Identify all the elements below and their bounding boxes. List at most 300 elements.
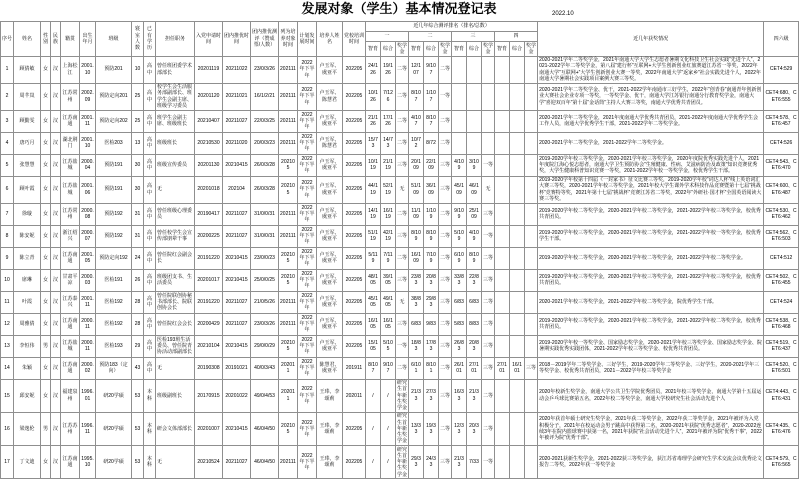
- cell-cultivator: 卢玉军、虞亚平: [317, 225, 343, 247]
- cell-score-10: [495, 203, 510, 225]
- table-row: [1, 313, 799, 335]
- cell-dangxiao: 202205: [343, 83, 366, 110]
- cell-gender: 女: [41, 379, 51, 412]
- cell-duty: 校学生会生活服务部副部长、班学生会副主席、班级学习委员: [156, 83, 195, 110]
- cell-evalv: 31/0/0/31: [251, 203, 279, 225]
- cell-dangxiao: 202205: [343, 269, 366, 291]
- col-seq: 序号: [1, 22, 14, 57]
- table-row: [1, 446, 799, 479]
- cell-listed: 202011: [279, 357, 298, 379]
- cell-score-5: 17/83: [424, 335, 439, 357]
- cell-edu: 高中: [144, 225, 156, 247]
- cell-score-12: [525, 132, 538, 154]
- cell-score-8: [467, 110, 482, 132]
- cell-dangxiao: 202205: [343, 203, 366, 225]
- cell-score-5: 8/101: [424, 357, 439, 379]
- cell-evalv: 23/0/3/26: [251, 313, 279, 335]
- col-sub-zonghe: 综合: [424, 42, 439, 57]
- cell-plan: 2022年下半年: [298, 379, 317, 412]
- cell-seq: 13: [1, 335, 14, 357]
- cell-cultivator: 卢玉军、虞亚平: [317, 247, 343, 269]
- registration-table: [0, 21, 799, 479]
- col-sub-zonghe: 综合: [510, 42, 525, 57]
- cell-awards: 2019-2020学年校一等奖学金、国家励志奖学金，2020-2021学年校三等奖学金、国家励志奖学金、院暑期实践优秀实践团体，2021-2022学年校三等奖学金、校优秀共青团员。: [538, 335, 764, 357]
- cell-score-8: [467, 56, 482, 83]
- cell-gender: 女: [41, 446, 51, 479]
- cell-score-2: 21/119: [381, 154, 396, 176]
- cell-score-2: 42/119: [381, 225, 396, 247]
- cell-listed: 202105: [279, 176, 298, 203]
- cell-score-5: 20/83: [424, 269, 439, 291]
- cell-score-4: 18/83: [409, 335, 424, 357]
- cell-cet: CET4:529: [764, 56, 799, 83]
- cell-dorm: 53: [132, 412, 144, 445]
- cell-hometown: 浙江绍兴: [61, 225, 80, 247]
- cell-birth: 2002.09: [80, 83, 96, 110]
- cell-edu: 本科: [144, 412, 156, 445]
- cell-apply: 20210407: [195, 110, 223, 132]
- cell-seq: 14: [1, 357, 14, 379]
- table-body: [1, 56, 799, 479]
- cell-evalv: 26/0/3/28: [251, 176, 279, 203]
- cell-score-8: 3/109: [467, 154, 482, 176]
- cell-cultivator: 卢玉军、虞亚平: [317, 110, 343, 132]
- table-row: [1, 269, 799, 291]
- cell-score-3: 研究生首年新生奖学金: [397, 446, 408, 478]
- cell-cet: CET4:512: [764, 247, 799, 269]
- cell-ethnic: 汉: [51, 291, 61, 313]
- cell-score-7: 16/33: [452, 379, 467, 412]
- cell-hometown: 江苏泰兴: [61, 291, 80, 313]
- col-cultivator: 培养人姓名: [317, 22, 343, 57]
- cell-score-10: [495, 269, 510, 291]
- table-row: [1, 379, 799, 412]
- cell-score-4: 21/33: [409, 379, 424, 412]
- cell-evalv: 40/0/3/43: [251, 357, 279, 379]
- col-edu: 已有学历: [144, 22, 156, 57]
- cell-dorm: 30: [132, 154, 144, 176]
- cell-hometown: 甘肃平凉: [61, 269, 80, 291]
- col-dangxiao: 党校培训时间: [343, 22, 366, 57]
- cell-edu: 高中: [144, 335, 156, 357]
- cell-score-8: 20/33: [467, 412, 482, 445]
- cell-score-9: [482, 110, 495, 132]
- table-header: [1, 22, 799, 57]
- cell-birth: 2001.05: [80, 247, 96, 269]
- cell-name: 陈安妮: [14, 225, 41, 247]
- cell-apply: 20201130: [195, 154, 223, 176]
- cell-score-9: 三等: [482, 269, 495, 291]
- cell-apply: 20200225: [195, 225, 223, 247]
- cell-edu: 高中: [144, 110, 156, 132]
- table-row: [1, 412, 799, 445]
- cell-tuiyou: 20201022: [223, 379, 251, 412]
- cell-ethnic: 汉: [51, 335, 61, 357]
- cell-score-11: [510, 225, 525, 247]
- cell-score-1: /: [366, 412, 381, 445]
- cell-score-8: 22/83: [467, 269, 482, 291]
- cell-ethnic: 汉: [51, 357, 61, 379]
- cell-cultivator: 卢玉军、虞亚平: [317, 335, 343, 357]
- cell-score-12: [525, 412, 538, 445]
- cell-edu: 高中: [144, 203, 156, 225]
- cell-score-7: 12/33: [452, 412, 467, 445]
- col-apply: 入党申请时间: [195, 22, 223, 57]
- table-row: [1, 83, 799, 110]
- cell-score-2: 52/119: [381, 176, 396, 203]
- cell-plan: 2022年下半年: [299, 336, 315, 356]
- cell-score-11: [510, 379, 525, 412]
- col-gender: 性别: [41, 22, 51, 57]
- cell-name: 陈立青: [14, 247, 41, 269]
- cell-score-3: 二等: [396, 203, 409, 225]
- cell-score-6: 二等: [439, 412, 452, 445]
- cell-birth: 1995.10: [80, 446, 96, 479]
- cell-tuiyou: 20211027: [223, 203, 251, 225]
- cell-clazz: 研20学硕: [96, 379, 132, 412]
- cell-score-8: 4/109: [467, 225, 482, 247]
- col-sub-zhiyu: 智育: [452, 42, 467, 57]
- cell-edu: 高中: [144, 269, 156, 291]
- cell-score-4: 10/72: [409, 132, 424, 154]
- cell-apply: 20201120: [195, 83, 223, 110]
- cell-birth: 2000.02: [80, 357, 96, 379]
- col-sub-zonghe: 综合: [467, 42, 482, 57]
- cell-awards: 2020年获首年硕士研究生奖学金，2021年获二等奖学金，2022年获二等奖学金，2021年被评为入党积极分子，2021年在校运动会男子跳高中获得第二名，2020-2021年获院“优秀志愿者”，2020-2022连续3年在院内篮球赛中获第一名，2021年获院“社会活动先进个人”，2021年被评为院“优秀干事”，2022年被评为院“优秀干部”。: [538, 412, 764, 445]
- cell-score-2: 16/105: [381, 313, 396, 335]
- cell-score-7: 5/83: [452, 313, 467, 335]
- cell-listed: 202011: [279, 379, 298, 412]
- cell-gender: 女: [41, 83, 51, 110]
- cell-ethnic: 汉: [51, 154, 61, 176]
- cell-cultivator: 卢玉军、虞亚平: [317, 313, 343, 335]
- cell-score-10: [495, 247, 510, 269]
- cell-plan: 2022年下半年: [299, 133, 315, 153]
- cell-score-1: 24/126: [366, 56, 381, 83]
- cell-gender: 女: [41, 176, 51, 203]
- cell-score-1: 5/119: [366, 247, 381, 269]
- cell-score-12: [525, 225, 538, 247]
- cell-score-2: /: [381, 379, 396, 412]
- cell-birth: 2000.04: [80, 154, 96, 176]
- table-row: [1, 110, 799, 132]
- cell-ethnic: 汉: [51, 132, 61, 154]
- cell-score-8: 6/83: [467, 291, 482, 313]
- cell-score-12: [525, 291, 538, 313]
- cell-apply: 20201119: [195, 56, 223, 83]
- cell-score-3: 三等: [396, 269, 409, 291]
- cell-duty: 曾任院联创协秘书部部长、院联创协会长: [156, 291, 195, 313]
- cell-score-2: 7/119: [381, 247, 396, 269]
- cell-score-9: 一等: [482, 446, 495, 479]
- cell-edu: 高中: [144, 154, 156, 176]
- cell-clazz: 预防192: [96, 203, 132, 225]
- cell-name: 周雅倩: [14, 313, 41, 335]
- cell-cultivator: 陈慧君、虞亚平: [317, 357, 343, 379]
- cell-edu: 本科: [144, 446, 156, 479]
- cell-clazz: 预防191: [96, 176, 132, 203]
- cell-cultivator: 卢玉军、陈慧君: [317, 132, 343, 154]
- cell-name: 梁逸伦: [14, 412, 41, 445]
- cell-ethnic: 汉: [51, 247, 61, 269]
- cell-score-1: 10/126: [366, 83, 381, 110]
- cell-score-9: 二等: [482, 412, 495, 445]
- cell-dorm: 28: [132, 313, 144, 335]
- cell-score-2: 39/105: [381, 269, 396, 291]
- cell-seq: 9: [1, 247, 14, 269]
- cell-apply: 20190417: [195, 203, 223, 225]
- cell-dorm: 26: [132, 269, 144, 291]
- cell-score-4: 8/109: [409, 225, 424, 247]
- table-row: [1, 154, 799, 176]
- cell-dangxiao: 202205: [343, 446, 366, 479]
- cell-score-5: 29/83: [424, 291, 439, 313]
- cell-tuiyou: 20211027: [223, 110, 251, 132]
- cell-score-11: [510, 132, 525, 154]
- cell-score-9: 二等: [482, 291, 495, 313]
- cell-dangxiao: 201911: [343, 357, 366, 379]
- cell-score-6: 二等: [439, 357, 452, 379]
- cell-cet: CET4:543、CET6:470: [764, 154, 799, 176]
- cell-awards: 2018－2019学年二等奖学金、三好学生，2019-2020学年二等奖学金、三好学生，2020-2021学年三等奖学金、校优秀共青团员，2021－2022学年校三等奖学金: [538, 357, 764, 379]
- cell-birth: 2000.03: [80, 269, 96, 291]
- cell-listed: 202105: [279, 269, 298, 291]
- cell-seq: 10: [1, 269, 14, 291]
- cell-score-9: 三等: [482, 203, 495, 225]
- cell-gender: 女: [41, 203, 51, 225]
- cell-dangxiao: 202205: [343, 313, 366, 335]
- cell-score-9: [482, 132, 495, 154]
- cell-score-5: 36/109: [424, 176, 439, 203]
- cell-score-4: 12/107: [409, 56, 424, 83]
- cell-cet: CET4:520、CET6:501: [764, 357, 799, 379]
- cell-duty: 无: [156, 446, 195, 479]
- cell-evalv: 46/0/4/50: [251, 446, 279, 479]
- cell-listed: 202105: [279, 335, 298, 357]
- cell-duty: 曾任院红会会长: [156, 313, 195, 335]
- cell-apply: 20210524: [195, 446, 223, 479]
- cell-evalv: 21/0/5/26: [251, 291, 279, 313]
- cell-score-6: 二等: [439, 132, 452, 154]
- cell-score-4: 51/109: [409, 176, 424, 203]
- cell-score-3: 三等: [396, 154, 409, 176]
- cell-score-8: 7/33: [467, 446, 482, 479]
- cell-hometown: 江苏南通: [61, 313, 80, 335]
- cell-dorm: 10: [132, 56, 144, 83]
- col-sub-zhiyu: 智育: [366, 42, 381, 57]
- cell-hometown: 江苏盐城: [61, 335, 80, 357]
- cell-edu: 高中: [144, 247, 156, 269]
- cell-score-5: 9/83: [424, 313, 439, 335]
- col-sub-zonghe: 综合: [381, 42, 396, 57]
- cell-gender: 女: [41, 269, 51, 291]
- cell-score-10: [495, 225, 510, 247]
- col-rank-year-2: 二: [409, 32, 452, 42]
- table-row: [1, 357, 799, 379]
- cell-score-1: 51/119: [366, 225, 381, 247]
- col-sub-jiangxuejin: 奖学金: [440, 42, 451, 55]
- cell-awards: 2020-2021学年二等奖学金，2021年度南通大学优秀共青团员，2021-2022年度南通大学优秀学生会工作人员，南通大学优秀学生干部，2021-2022学年二等奖学金。: [538, 110, 764, 132]
- cell-score-3: 二等: [396, 83, 409, 110]
- table-row: [1, 247, 799, 269]
- cell-score-5: 7/109: [424, 247, 439, 269]
- cell-ethnic: 汉: [51, 313, 61, 335]
- cell-listed: 202111: [279, 203, 298, 225]
- cell-hometown: 江苏苏州: [61, 412, 80, 445]
- cell-seq: 7: [1, 203, 14, 225]
- cell-score-11: [510, 154, 525, 176]
- cell-hometown: 江苏南通: [61, 357, 80, 379]
- cell-ethnic: 汉: [51, 56, 61, 83]
- cell-score-4: 4/107: [409, 110, 424, 132]
- cell-score-9: 一等: [482, 225, 495, 247]
- col-listed: 列为培养对象时间: [279, 22, 298, 57]
- cell-score-9: 二等: [482, 313, 495, 335]
- cell-duty: 无: [156, 357, 195, 379]
- cell-score-2: 9/107: [381, 357, 396, 379]
- cell-listed: 202105: [279, 412, 298, 445]
- cell-score-8: [467, 132, 482, 154]
- cell-score-1: 45/105: [366, 291, 381, 313]
- cell-listed: 202111: [279, 132, 298, 154]
- table-row: [1, 56, 799, 83]
- table-row: [1, 132, 799, 154]
- cell-score-5: 22/109: [424, 154, 439, 176]
- cell-score-7: 21/33: [452, 446, 467, 479]
- cell-score-8: [467, 83, 482, 110]
- cell-score-12: [525, 176, 538, 203]
- col-awards: 近几年获奖情况: [538, 22, 764, 57]
- col-sub-zhiyu: 智育: [409, 42, 424, 57]
- cell-evalv: 46/0/4/50: [251, 412, 279, 445]
- cell-score-12: [525, 154, 538, 176]
- cell-gender: 女: [41, 247, 51, 269]
- cell-duty: 医检193班生活委员、曾任院青协活动部副部长: [156, 335, 195, 357]
- cell-duty: 班级班长: [156, 132, 195, 154]
- cell-score-5: 9/107: [424, 56, 439, 83]
- cell-gender: 女: [41, 313, 51, 335]
- cell-birth: 2000.11: [80, 313, 96, 335]
- cell-edu: 本科: [144, 379, 156, 412]
- cell-dorm: 25: [132, 83, 144, 110]
- cell-birth: 2001.10: [80, 132, 96, 154]
- cell-score-12: [525, 203, 538, 225]
- cell-plan: 2022年下半年: [299, 358, 315, 378]
- cell-score-5: 8/107: [424, 110, 439, 132]
- cell-plan: 2022年下半年: [299, 204, 315, 224]
- cell-tuiyou: 20211027: [223, 313, 251, 335]
- cell-score-9: 二等: [482, 247, 495, 269]
- cell-awards: 2020-2021学年校三等奖学金，2021-2022学年校二等奖学金，院优秀学生干部。: [538, 291, 764, 313]
- cell-score-9: 二等: [482, 379, 495, 412]
- cell-dorm: 25: [132, 110, 144, 132]
- cell-seq: 5: [1, 154, 14, 176]
- cell-score-4: 6/101: [409, 357, 424, 379]
- col-rank-year-1: 一: [366, 32, 409, 42]
- cell-cultivator: 王琫、李颂莉: [317, 446, 343, 479]
- cell-cet: CET4:524: [764, 291, 799, 313]
- cell-score-9: 三等: [482, 357, 495, 379]
- cell-score-1: 15/73: [366, 132, 381, 154]
- cell-score-2: 7/126: [381, 83, 396, 110]
- cell-birth: 2001.10: [80, 56, 96, 83]
- cell-score-4: 29/33: [409, 446, 424, 479]
- cell-plan: 2022年下半年: [298, 176, 317, 203]
- cell-plan: 2022年下半年: [298, 446, 317, 479]
- cell-score-11: [510, 313, 525, 335]
- cell-clazz: 预防定向201: [96, 83, 132, 110]
- cell-seq: 17: [1, 446, 14, 479]
- cell-name: 朱颖: [14, 357, 41, 379]
- cell-score-12: [525, 110, 538, 132]
- cell-score-4: 38/83: [409, 291, 424, 313]
- cell-tuiyou: 20211027: [223, 225, 251, 247]
- cell-awards: 2020-2021学年二等奖学金，2021-2022学年二等奖学金。: [538, 132, 764, 154]
- cell-clazz: 研20学硕: [96, 412, 132, 445]
- col-eval: 团内推优测评（赞成票/人数）: [251, 22, 279, 57]
- cell-score-6: 三等: [439, 379, 452, 412]
- cell-score-1: 10/119: [366, 154, 381, 176]
- cell-duty: 曾任院红会副会长: [156, 247, 195, 269]
- cell-evalv: 29/0/0/29: [251, 335, 279, 357]
- cell-score-6: 二等: [439, 247, 452, 269]
- cell-score-2: 17/126: [381, 110, 396, 132]
- cell-score-8: 25/109: [467, 203, 482, 225]
- cell-score-6: 二等: [439, 203, 452, 225]
- cell-listed: 202105: [279, 247, 298, 269]
- cell-ethnic: 汉: [51, 225, 61, 247]
- cell-score-10: [495, 412, 510, 445]
- cell-cet: CET4:680、CET6:555: [764, 83, 799, 110]
- cell-score-6: 三等: [439, 269, 452, 291]
- cell-edu: 高中: [144, 291, 156, 313]
- cell-apply: 20210104: [195, 335, 223, 357]
- cell-cultivator: 卢玉军、虞亚平: [317, 56, 343, 83]
- cell-score-1: 21/126: [366, 110, 381, 132]
- cell-cultivator: 卢玉军、陈慧君: [317, 83, 343, 110]
- cell-dangxiao: 202205: [343, 412, 366, 445]
- cell-score-4: 16/109: [409, 247, 424, 269]
- cell-score-12: [525, 379, 538, 412]
- cell-dorm: 31: [132, 203, 144, 225]
- cell-score-6: 三等: [439, 176, 452, 203]
- cell-edu: 高中: [144, 357, 156, 379]
- cell-score-7: 5/109: [452, 225, 467, 247]
- cell-score-3: 二等: [396, 56, 409, 83]
- cell-score-8: 8/109: [467, 247, 482, 269]
- cell-name: 叶霞: [14, 291, 41, 313]
- cell-score-3: 研究生首年新生奖学金: [397, 380, 408, 411]
- cell-score-6: 一等: [439, 83, 452, 110]
- cell-seq: 16: [1, 412, 14, 445]
- cell-birth: 2001.06: [80, 176, 96, 203]
- cell-clazz: 预防定向192: [96, 247, 132, 269]
- cell-score-1: /: [366, 379, 381, 412]
- cell-awards: 2019-2020学年校二等奖学金，2020-2021学年校二等奖学金，2021-2022学年校三等奖学金，校优秀共青团员。: [538, 203, 764, 225]
- cell-plan: 2022年下半年: [299, 314, 315, 334]
- cell-score-10: [495, 446, 510, 479]
- cell-score-11: [510, 446, 525, 479]
- cell-score-7: 33/83: [452, 269, 467, 291]
- cell-tuiyou: 202104: [223, 176, 251, 203]
- col-birth: 出生年月: [80, 22, 96, 57]
- cell-ethnic: 汉: [51, 176, 61, 203]
- cell-hometown: 江苏南通: [61, 446, 80, 479]
- cell-score-7: 6/109: [452, 247, 467, 269]
- cell-score-9: 无: [482, 176, 495, 203]
- cell-score-3: 研究生首年新生奖学金: [397, 413, 408, 445]
- cell-score-11: [510, 291, 525, 313]
